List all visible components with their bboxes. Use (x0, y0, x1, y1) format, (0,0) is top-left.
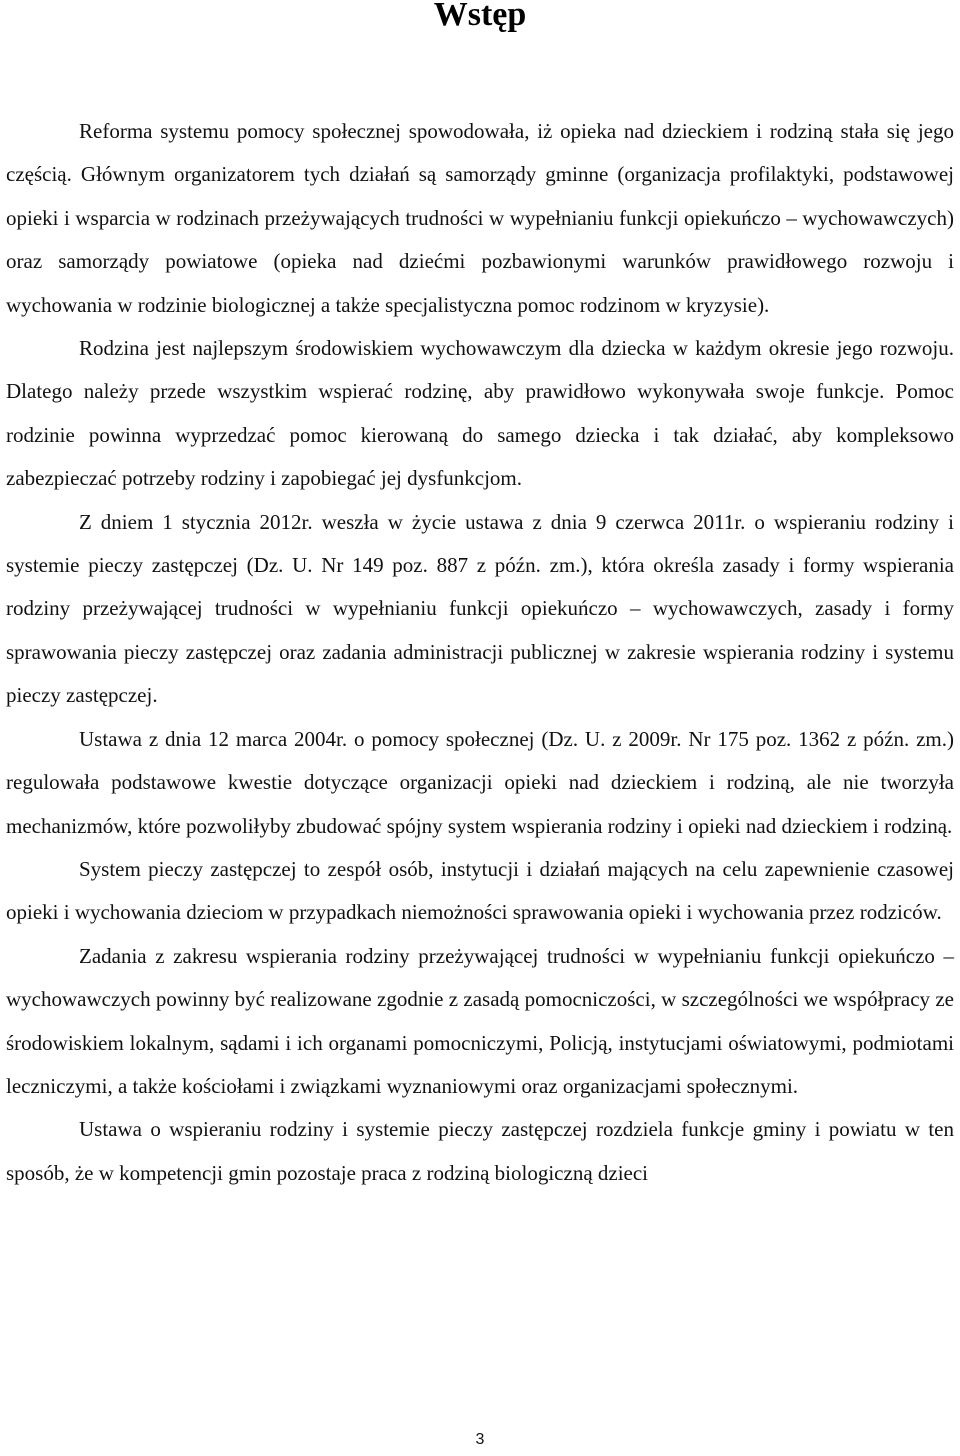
paragraph-act-2011: Z dniem 1 stycznia 2012r. weszła w życie ustawa z dnia 9 czerwca 2011r. o wspieraniu rodziny i systemie pieczy zastępczej (Dz. U. Nr 149 poz. 887 z późn. zm.), która określa zasady i formy wspierania rodziny przeżywającej trudności w wypełnianiu funkcji opiekuńczo – wychowawczych, zasady i formy sprawowania pieczy zastępczej oraz zadania administracji publicznej w zakresie wspierania rodziny i systemu pieczy zastępczej. (6, 509, 954, 708)
paragraph-foster-system: System pieczy zastępczej to zespół osób, instytucji i działań mających na celu zapewnienie czasowej opieki i wychowania dzieciom w przypadkach niemożności sprawowania opieki i wychowania przez rodziców. (6, 856, 954, 925)
page-title: Wstęp (433, 0, 527, 33)
paragraph-act-2004: Ustawa z dnia 12 marca 2004r. o pomocy społecznej (Dz. U. z 2009r. Nr 175 poz. 1362 z późn. zm.) regulowała podstawowe kwestie dotyczące organizacji opieki nad dzieckiem i rodziną, ale nie tworzyła mechanizmów, które pozwoliłyby zbudować spójny system wspierania rodziny i opieki nad dzieckiem i rodziną. (6, 726, 954, 838)
document-body (6, 110, 954, 1195)
paragraph-reform: Reforma systemu pomocy społecznej spowodowała, iż opieka nad dzieckiem i rodziną stała się jego częścią. Głównym organizatorem tych działań są samorządy gminne (organizacja profilaktyki, podstawowej opieki i wsparcia w rodzinach przeżywających trudności w wypełnianiu funkcji opiekuńczo – wychowawczych) oraz samorządy powiatowe (opieka nad dziećmi pozbawionymi warunków prawidłowego rozwoju i wychowania w rodzinie biologicznej a także specjalistyczna pomoc rodzinom w kryzysie). (6, 119, 954, 317)
paragraph-family: Rodzina jest najlepszym środowiskiem wychowawczym dla dziecka w każdym okresie jego rozwoju. Dlatego należy przede wszystkim wspierać rodzinę, aby prawidłowo wykonywała swoje funkcje. Pomoc rodzinie powinna wyprzedzać pomoc kierowaną do samego dziecka i tak działać, aby kompleksowo zabezpieczać potrzeby rodziny i zapobiegać jej dysfunkcjom. (6, 336, 954, 491)
paragraph-division: Ustawa o wspieraniu rodziny i systemie pieczy zastępczej rozdziela funkcje gminy i powiatu w ten sposób, że w kompetencji gmin pozostaje praca z rodziną biologiczną dzieci (6, 1117, 954, 1185)
page-number: 3 (475, 1431, 485, 1448)
paragraph-tasks: Zadania z zakresu wspierania rodziny przeżywającej trudności w wypełnianiu funkcji opiekuńczo – wychowawczych powinny być realizowane zgodnie z zasadą pomocniczości, w szczególności we współpracy ze środowiskiem lokalnym, sądami i ich organami pomocniczymi, Policją, instytucjami oświatowymi, podmiotami leczniczymi, a także kościołami i związkami wyznaniowymi oraz organizacjami społecznymi. (6, 943, 954, 1098)
